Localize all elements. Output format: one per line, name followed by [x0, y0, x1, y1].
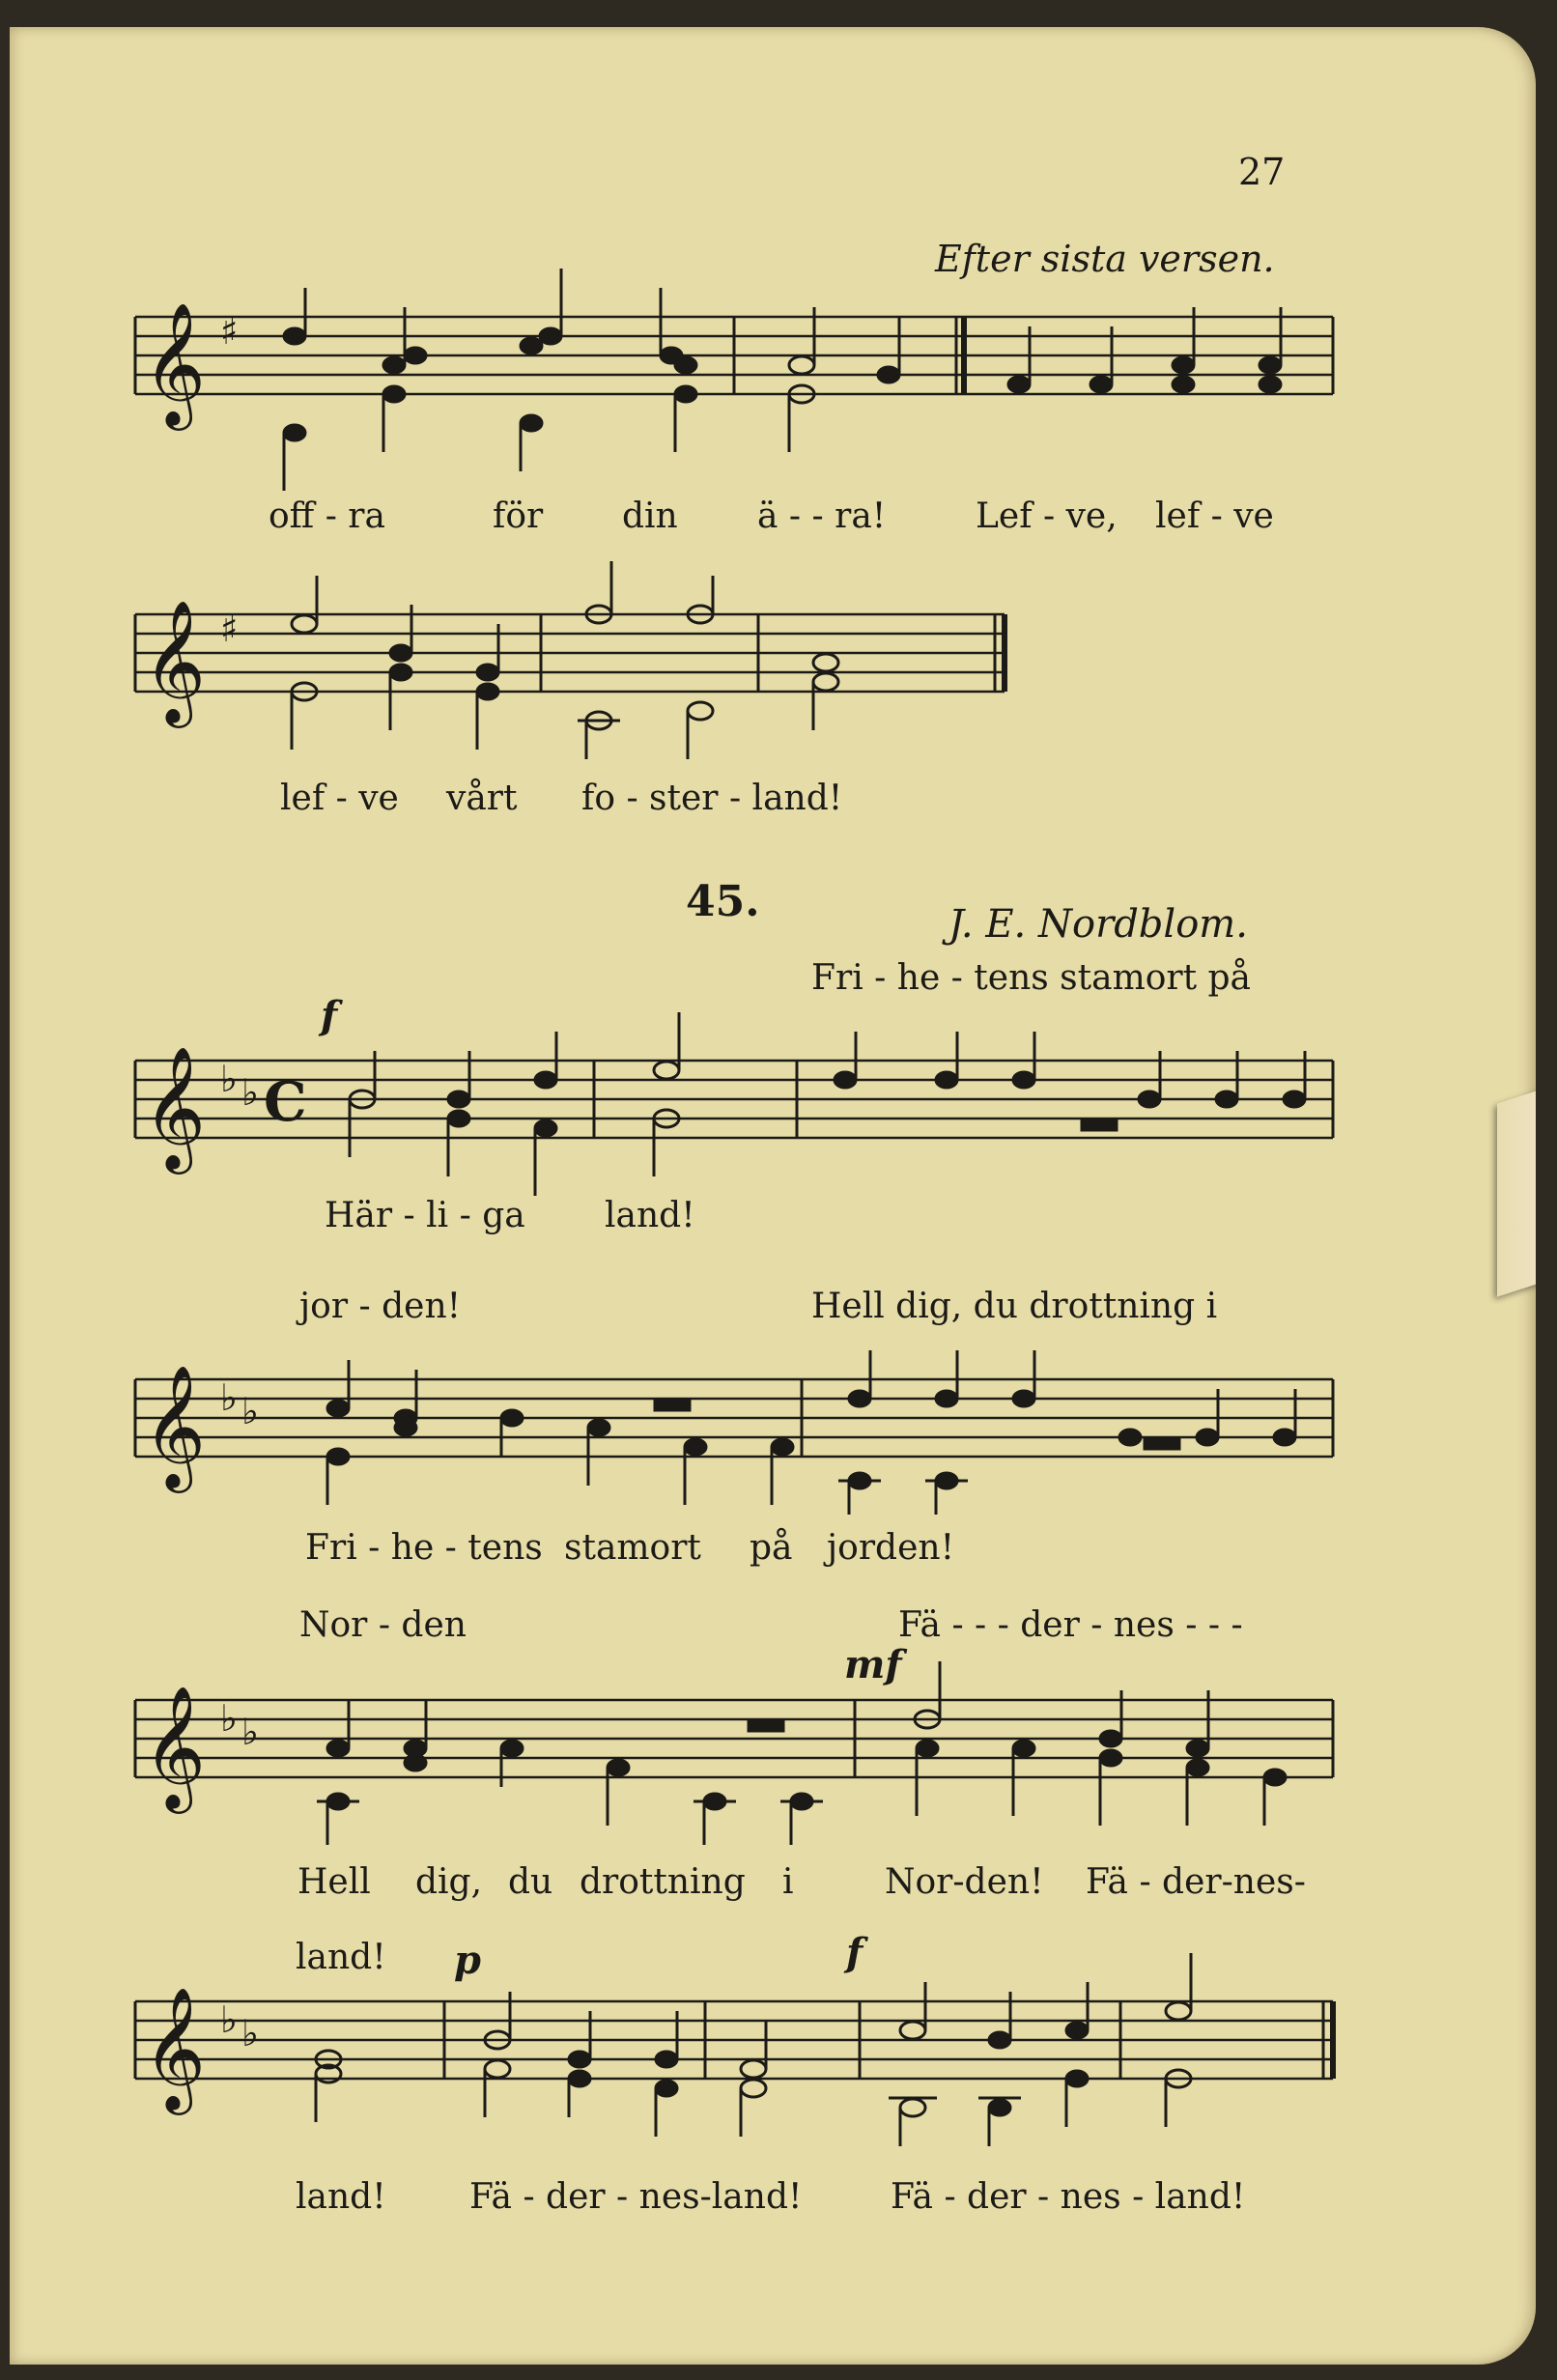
svg-text:𝄞: 𝄞: [143, 599, 207, 722]
lyric-fadernesland-2: Fä - der - nes - land!: [891, 2177, 1246, 2217]
svg-text:𝄞: 𝄞: [143, 1045, 207, 1169]
lyric-drottning: drottning: [580, 1862, 746, 1902]
svg-text:♯: ♯: [220, 310, 239, 353]
svg-text:♭: ♭: [241, 2012, 259, 2054]
lyric-dig: dig,: [415, 1862, 483, 1902]
bookmark-tab: [1497, 1075, 1536, 1296]
after-last-verse-annotation: Efter sista versen.: [935, 238, 1275, 280]
lyric-vart: vårt: [446, 779, 518, 818]
svg-text:♭: ♭: [220, 1058, 238, 1100]
upper-lyric-hell-dig: Hell dig, du drottning i: [811, 1287, 1218, 1326]
lyric-pa: på: [750, 1528, 793, 1568]
composer-name: J. E. Nordblom.: [948, 902, 1248, 947]
svg-text:♭: ♭: [241, 1071, 259, 1114]
dynamic-piano: p: [454, 1938, 481, 1983]
music-staff-4: [126, 1364, 1343, 1488]
lyric-norden: Nor-den!: [885, 1862, 1044, 1902]
lyric-du: du: [508, 1862, 553, 1902]
lyric-land-1: land!: [605, 1196, 695, 1235]
svg-text:♭: ♭: [220, 1376, 238, 1419]
music-staff-2: [126, 599, 1014, 722]
lyric-jorden: jorden!: [827, 1528, 955, 1568]
lyric-fadernesland-1: Fä - der - nes-land!: [469, 2177, 803, 2217]
lyric-lefve-1: Lef - ve,: [976, 496, 1118, 536]
lyric-i: i: [782, 1862, 794, 1902]
svg-text:♭: ♭: [220, 1697, 238, 1740]
lyric-land-2: land!: [296, 2177, 386, 2217]
lyric-stamort: stamort: [564, 1528, 701, 1568]
upper-lyric-jorden: jor - den!: [299, 1287, 462, 1326]
svg-text:♭: ♭: [220, 1998, 238, 2041]
time-signature: C: [264, 1070, 307, 1134]
lyric-lefve-3: lef - ve: [280, 779, 399, 818]
svg-text:𝄞: 𝄞: [143, 301, 207, 425]
upper-lyric-land: land!: [296, 1938, 386, 1977]
lyric-hell: Hell: [297, 1862, 371, 1902]
hymnbook-page: [10, 27, 1536, 2365]
lyric-din: din: [622, 496, 678, 536]
svg-text:♭: ♭: [241, 1711, 259, 1753]
lyric-off-ra: off - ra: [269, 496, 385, 536]
svg-text:♭: ♭: [241, 1390, 259, 1432]
hymn-number: 45.: [686, 877, 760, 926]
lyric-harliga: Här - li - ga: [325, 1196, 525, 1235]
dynamic-forte-1: f: [321, 993, 338, 1038]
music-staff-6: [126, 1986, 1343, 2110]
lyric-fadernes-1: Fä - der-nes-: [1086, 1862, 1306, 1902]
page-number: 27: [1238, 151, 1286, 193]
lyric-fosterland: fo - ster - land!: [581, 779, 843, 818]
music-staff-1: [126, 301, 1343, 425]
lyric-for: för: [493, 496, 544, 536]
dynamic-mezzoforte: mf: [844, 1642, 902, 1687]
upper-lyric-system-1: Fri - he - tens stamort på: [811, 958, 1252, 998]
lyric-a-ra: ä - - ra!: [757, 496, 887, 536]
music-staff-5: [126, 1685, 1343, 1808]
svg-text:♯: ♯: [220, 608, 239, 650]
music-staff-3: [126, 1045, 1343, 1169]
lyric-lefve-2: lef - ve: [1155, 496, 1274, 536]
upper-lyric-norden: Nor - den: [299, 1605, 467, 1645]
lyric-frihetens: Fri - he - tens: [305, 1528, 543, 1568]
dynamic-forte-2: f: [846, 1930, 863, 1975]
upper-lyric-fadernes: Fä - - - der - nes - - -: [898, 1605, 1243, 1645]
svg-text:𝄞: 𝄞: [143, 1986, 207, 2110]
svg-text:𝄞: 𝄞: [143, 1364, 207, 1488]
svg-text:𝄞: 𝄞: [143, 1685, 207, 1808]
